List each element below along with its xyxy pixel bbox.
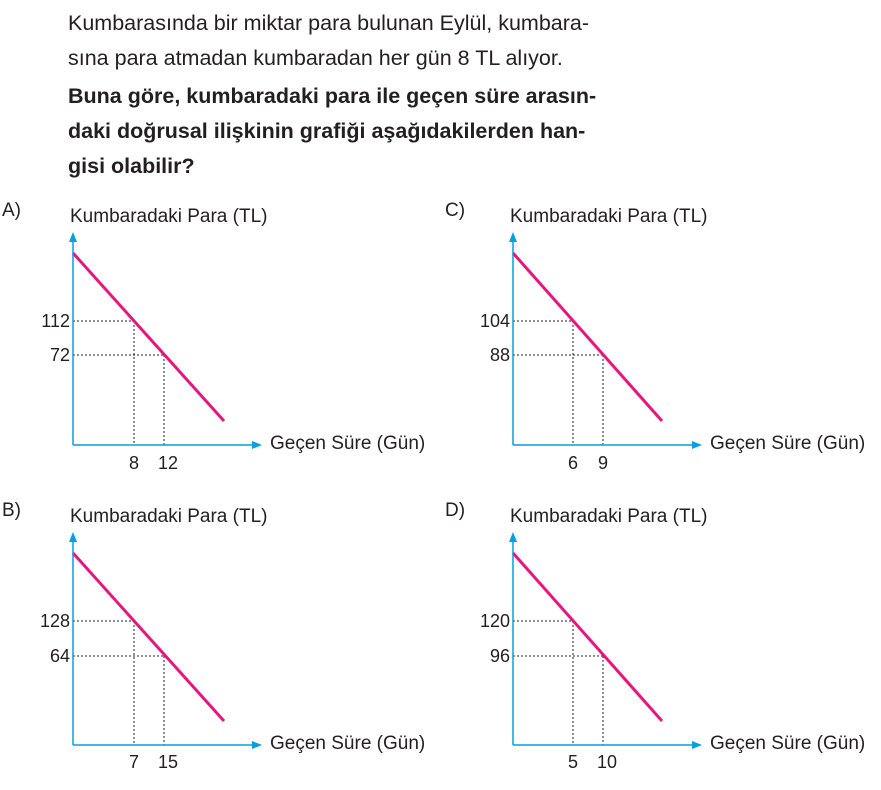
y-axis-arrow bbox=[69, 532, 77, 542]
y-axis-label: Kumbaradaki Para (TL) bbox=[510, 206, 708, 227]
x-axis-arrow bbox=[252, 741, 262, 749]
y-tick-upper: 104 bbox=[479, 311, 510, 331]
question-line-2: daki doğrusal ilişkinin grafiği aşağıdakilerden han- bbox=[68, 119, 586, 143]
x-tick-right: 9 bbox=[597, 453, 608, 473]
x-axis-arrow bbox=[252, 441, 262, 449]
x-axis-arrow bbox=[692, 441, 702, 449]
option-a[interactable] bbox=[0, 200, 440, 490]
data-line bbox=[513, 553, 662, 721]
x-tick-right: 10 bbox=[596, 752, 618, 772]
y-tick-upper: 128 bbox=[39, 611, 70, 631]
x-axis-label: Geçen Süre (Gün) bbox=[270, 733, 426, 754]
y-axis-label: Kumbaradaki Para (TL) bbox=[510, 506, 708, 527]
x-tick-left: 7 bbox=[128, 752, 139, 772]
x-tick-left: 6 bbox=[567, 453, 578, 473]
y-axis-label: Kumbaradaki Para (TL) bbox=[70, 206, 268, 227]
x-tick-left: 5 bbox=[567, 752, 578, 772]
x-axis-label: Geçen Süre (Gün) bbox=[710, 433, 866, 454]
question-prompt bbox=[68, 79, 668, 184]
x-tick-left: 8 bbox=[128, 453, 139, 473]
question-stem bbox=[68, 6, 668, 184]
option-letter: A) bbox=[2, 200, 21, 221]
data-line bbox=[513, 253, 662, 421]
option-letter: D) bbox=[445, 500, 466, 521]
question-line-3: gisi olabilir? bbox=[68, 154, 195, 178]
x-axis-arrow bbox=[692, 741, 702, 749]
option-b[interactable] bbox=[0, 500, 440, 790]
option-letter: C) bbox=[445, 200, 466, 221]
y-axis-arrow bbox=[69, 232, 77, 242]
option-c[interactable] bbox=[440, 200, 880, 490]
y-tick-lower: 88 bbox=[489, 345, 510, 365]
y-tick-lower: 64 bbox=[49, 646, 70, 666]
y-tick-upper: 112 bbox=[41, 311, 70, 331]
x-axis-label: Geçen Süre (Gün) bbox=[270, 433, 426, 454]
y-axis-label: Kumbaradaki Para (TL) bbox=[70, 506, 268, 527]
y-axis-arrow bbox=[509, 532, 517, 542]
y-tick-lower: 72 bbox=[49, 345, 70, 365]
stem-line-1: Kumbarasında bir miktar para bulunan Eylül, kumbara- bbox=[68, 11, 590, 35]
x-tick-right: 12 bbox=[157, 453, 179, 473]
option-d[interactable] bbox=[440, 500, 880, 790]
y-axis-arrow bbox=[509, 232, 517, 242]
x-tick-right: 15 bbox=[157, 752, 179, 772]
option-letter: B) bbox=[2, 500, 21, 521]
y-tick-upper: 120 bbox=[479, 611, 510, 631]
data-line bbox=[73, 553, 224, 721]
question-line-1: Buna göre, kumbaradaki para ile geçen süre arasın- bbox=[68, 84, 597, 108]
data-line bbox=[73, 253, 224, 421]
stem-line-2: sına para atmadan kumbaradan her gün 8 TL alıyor. bbox=[68, 46, 563, 70]
x-axis-label: Geçen Süre (Gün) bbox=[710, 733, 866, 754]
y-tick-lower: 96 bbox=[489, 646, 510, 666]
